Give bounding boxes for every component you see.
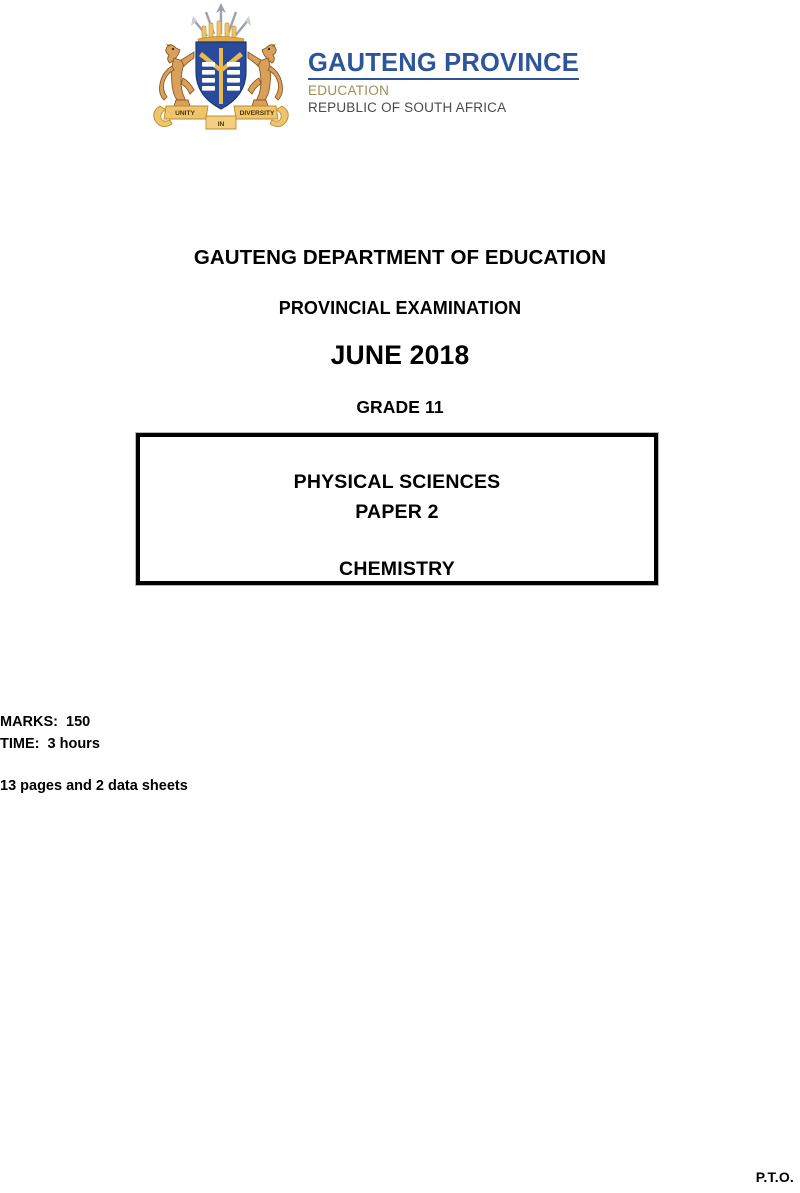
time-line: TIME: 3 hours [0, 736, 100, 753]
discipline-name: CHEMISTRY [339, 558, 455, 580]
session-title: JUNE 2018 [330, 339, 470, 370]
pages-line: 13 pages and 2 data sheets [0, 778, 188, 795]
gauteng-coat-of-arms-icon [136, 0, 306, 140]
brand-subtitle-education: EDUCATION [308, 83, 390, 99]
subject-box [136, 433, 658, 585]
paper-number: PAPER 2 [355, 500, 439, 523]
subject-name: PHYSICAL SCIENCES [293, 471, 501, 493]
brand-subtitle-republic: REPUBLIC OF SOUTH AFRICA [308, 99, 507, 115]
motto-right: DIVERSITY [239, 110, 275, 117]
letterhead-text [308, 0, 579, 116]
letterhead [136, 0, 636, 145]
department-title: GAUTENG DEPARTMENT OF EDUCATION [193, 246, 607, 269]
brand-title: GAUTENG PROVINCE [308, 50, 579, 80]
title-block [0, 248, 800, 417]
marks-line: MARKS: 150 [0, 714, 91, 730]
admin-details [0, 711, 430, 798]
footer-turn-over: P.T.O. [755, 1169, 794, 1185]
examination-title: PROVINCIAL EXAMINATION [278, 297, 522, 318]
grade-title: GRADE 11 [356, 397, 444, 417]
motto-left: UNITY [175, 110, 195, 117]
motto-center: IN [217, 121, 225, 128]
